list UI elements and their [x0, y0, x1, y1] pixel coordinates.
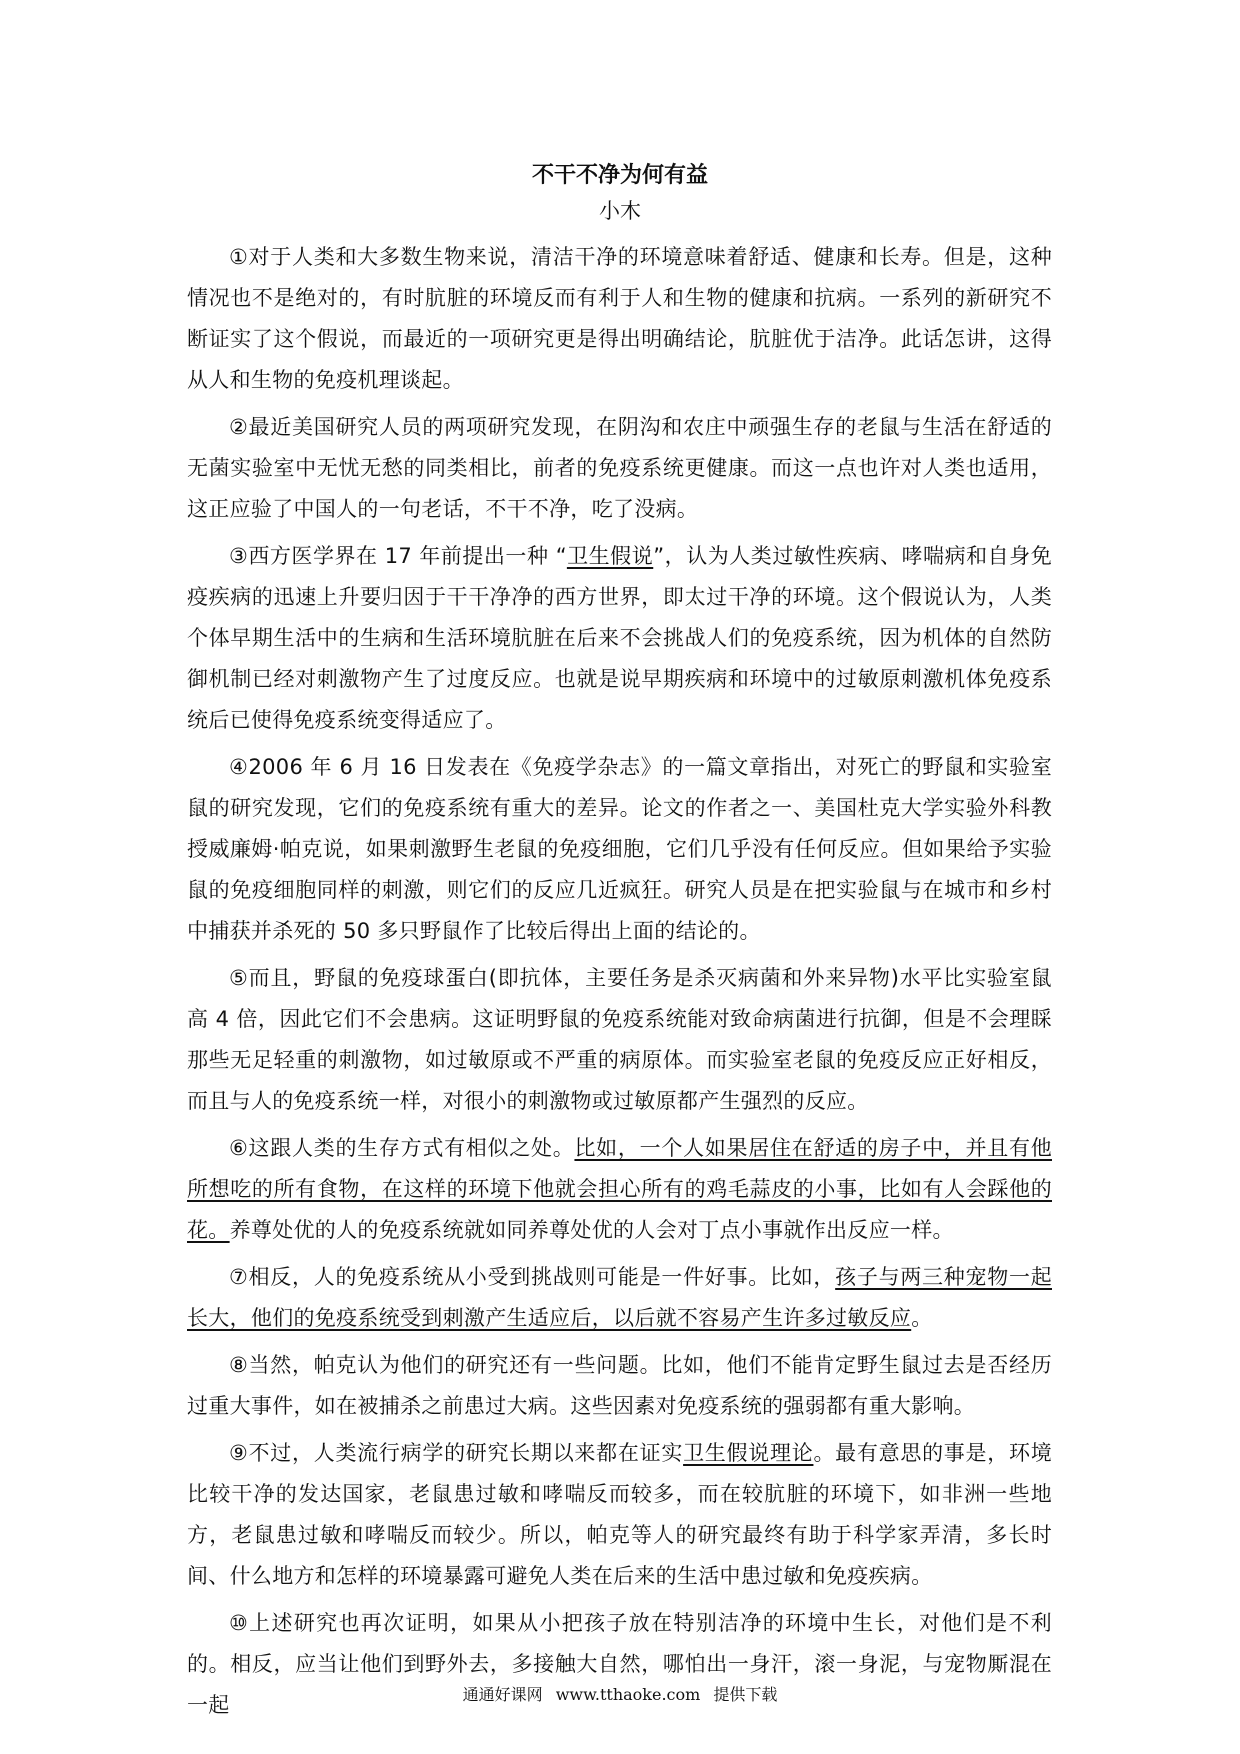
underlined-text: 卫生假说	[566, 544, 654, 568]
paragraph-text: 。	[911, 1306, 933, 1330]
paragraph-text: ⑨不过，人类流行病学的研究长期以来都在证实	[229, 1441, 684, 1465]
footer-suffix: 提供下载	[713, 1685, 778, 1704]
paragraph-text: 养尊处优的人的免疫系统就如同养尊处优的人会对丁点小事就作出反应一样。	[229, 1218, 954, 1242]
paragraph-4	[187, 747, 1052, 952]
footer-url[interactable]: www.tthaoke.com	[555, 1685, 701, 1704]
paragraph-1	[187, 237, 1052, 401]
paragraph-text: ②最近美国研究人员的两项研究发现，在阴沟和农庄中顽强生存的老鼠与生活在舒适的无菌实验室中无忧无愁的同类相比，前者的免疫系统更健康。而这一点也许对人类也适用，这正应验了中国人的一句老话，不干不净，吃了没病。	[187, 415, 1052, 521]
paragraph-text: ⑥这跟人类的生存方式有相似之处。	[229, 1136, 575, 1160]
paragraph-3	[187, 536, 1052, 741]
article-author: 小木	[599, 199, 641, 223]
paragraph-7	[187, 1257, 1052, 1339]
footer-site-name: 通通好课网	[462, 1685, 543, 1704]
paragraph-text: ⑧当然，帕克认为他们的研究还有一些问题。比如，他们不能肯定野生鼠过去是否经历过重大事件，如在被捕杀之前患过大病。这些因素对免疫系统的强弱都有重大影响。	[187, 1353, 1052, 1418]
paragraph-6	[187, 1128, 1052, 1251]
paragraph-text: ⑦相反，人的免疫系统从小受到挑战则可能是一件好事。比如，	[229, 1265, 836, 1289]
article-title: 不干不净为何有益	[531, 162, 708, 188]
paragraph-text: ①对于人类和大多数生物来说，清洁干净的环境意味着舒适、健康和长寿。但是，这种情况也不是绝对的，有时肮脏的环境反而有利于人和生物的健康和抗病。一系列的新研究不断证实了这个假说，而最近的一项研究更是得出明确结论，肮脏优于洁净。此话怎讲，这得从人和生物的免疫机理谈起。	[187, 245, 1052, 392]
underlined-text: 卫生假说理论	[683, 1441, 814, 1465]
paragraph-text: 。最有意思的事是，环境比较干净的发达国家，老鼠患过敏和哮喘反而较多，而在较肮脏的环境下，如非洲一些地方，老鼠患过敏和哮喘反而较少。所以，帕克等人的研究最终有助于科学家弄清，多长时间、什么地方和怎样的环境暴露可避免人类在后来的生活中患过敏和免疫疾病。	[187, 1441, 1052, 1588]
paragraph-text: ⑩上述研究也再次证明，如果从小把孩子放在特别洁净的环境中生长，对他们是不利的。相反，应当让他们到野外去，多接触大自然，哪怕出一身汗，滚一身泥，与宠物厮混在一起	[187, 1611, 1052, 1717]
paragraph-text: ⑤而且，野鼠的免疫球蛋白(即抗体，主要任务是杀灭病菌和外来异物)水平比实验室鼠高 4 倍，因此它们不会患病。这证明野鼠的免疫系统能对致命病菌进行抗御，但是不会理睬那些无足轻重的刺激物，如过敏原或不严重的病原体。而实验室老鼠的免疫反应正好相反，而且与人的免疫系统一样，对很小的刺激物或过敏原都产生强烈的反应。	[187, 966, 1052, 1113]
paragraph-5	[187, 958, 1052, 1122]
paragraph-text: ③西方医学界在 17 年前提出一种 “	[229, 544, 567, 568]
paragraph-text: ④2006 年 6 月 16 日发表在《免疫学杂志》的一篇文章指出，对死亡的野鼠和实验室鼠的研究发现，它们的免疫系统有重大的差异。论文的作者之一、美国杜克大学实验外科教授威廉姆·帕克说，如果刺激野生老鼠的免疫细胞，它们几乎没有任何反应。但如果给予实验鼠的免疫细胞同样的刺激，则它们的反应几近疯狂。研究人员是在把实验鼠与在城市和乡村中捕获并杀死的 50 多只野鼠作了比较后得出上面的结论的。	[187, 755, 1052, 943]
underlined-text: 比如，一个人如果居住在舒适的房子中，并且有他所想吃的所有食物，在这样的环境下他就会担心所有的鸡毛蒜皮的小事，比如有人会踩他的花。	[187, 1136, 1052, 1242]
paragraph-text: ”，认为人类过敏性疾病、哮喘病和自身免疫疾病的迅速上升要归因于干干净净的西方世界，即太过干净的环境。这个假说认为，人类个体早期生活中的生病和生活环境肮脏在后来不会挑战人们的免疫系统，因为机体的自然防御机制已经对刺激物产生了过度反应。也就是说早期疾病和环境中的过敏原刺激机体免疫系统后已使得免疫系统变得适应了。	[187, 544, 1053, 732]
paragraph-8	[187, 1345, 1052, 1427]
underlined-text: 孩子与两三种宠物一起长大，他们的免疫系统受到刺激产生适应后，以后就不容易产生许多过敏反应	[187, 1265, 1052, 1330]
article-body	[187, 237, 1052, 1732]
paragraph-2	[187, 407, 1052, 530]
page-footer	[0, 1683, 1240, 1707]
paragraph-9	[187, 1433, 1052, 1597]
paragraph-10	[187, 1603, 1052, 1726]
